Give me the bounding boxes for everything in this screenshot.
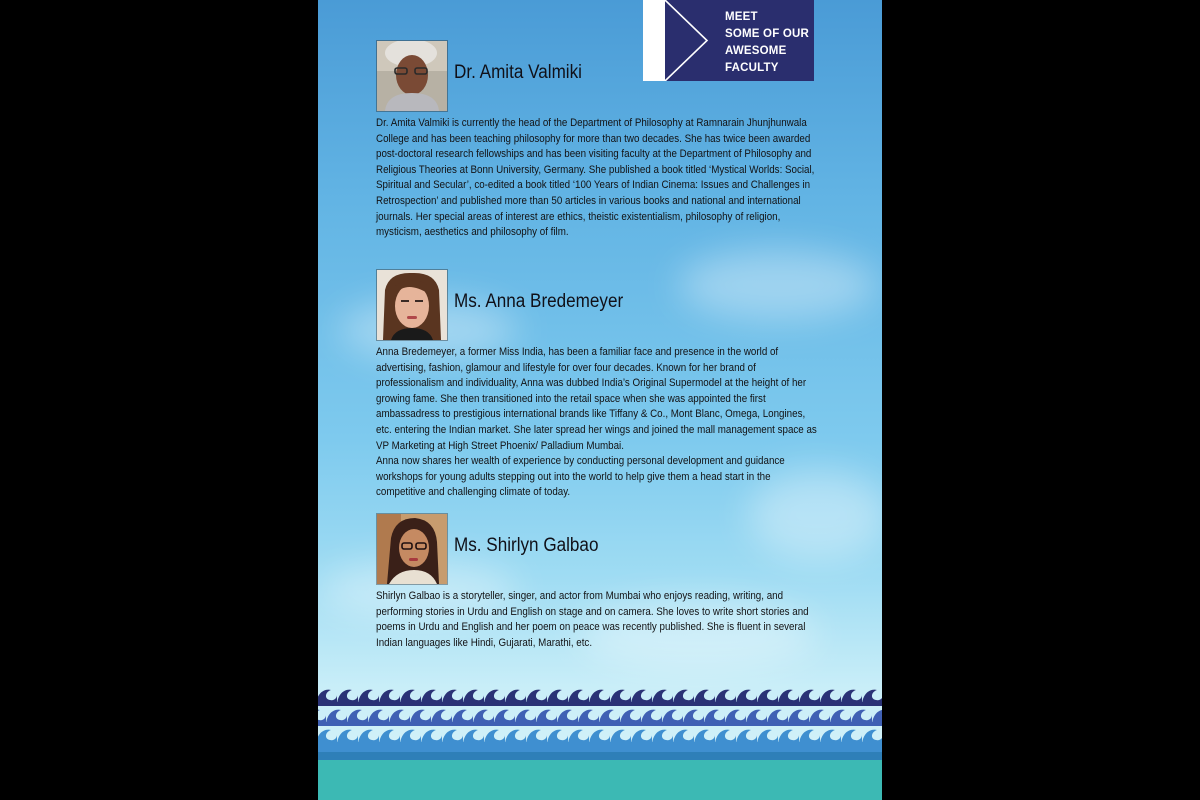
portrait-photo <box>376 513 448 585</box>
faculty-bio <box>376 116 821 241</box>
faculty-bio <box>376 345 821 501</box>
meet-faculty-banner <box>643 0 814 81</box>
portrait-photo <box>376 269 448 341</box>
faculty-name: Ms. Anna Bredemeyer <box>454 291 624 312</box>
portrait-photo <box>376 40 448 112</box>
faculty-name: Dr. Amita Valmiki <box>454 62 582 83</box>
bio-paragraph: Shirlyn Galbao is a storyteller, singer, and actor from Mumbai who enjoys reading, writing, and performing stories in Urdu and English on stage and on camera. She loves to write short stories and poems in Urdu and English and her poem on peace was recently published. She is fluent in several Indian languages like Hindi, Gujarati, Marathi, etc. <box>376 590 809 649</box>
bio-paragraph: Anna now shares her wealth of experience by conducting personal development and guidance workshops for young adults stepping out into the world to help give them a head start in the competitive and challenging climate of today. <box>376 455 785 499</box>
wave-decoration <box>318 686 882 800</box>
faculty-name: Ms. Shirlyn Galbao <box>454 535 599 556</box>
bio-paragraph: Dr. Amita Valmiki is currently the head of the Department of Philosophy at Ramnarain Jhunjhunwala College and has been teaching philosophy for more than two decades. She has twice been awarded post-doctoral research fellowships and has been visiting faculty at the Department of Philosophy and Religious Theories at Bonn University, Germany. She published a book titled ‘Mystical Worlds: Social, Spiritual and Secular’, co-edited a book titled ‘100 Years of Indian Cinema: Issues and Challenges in Retrospection’ and published more than 50 articles in various books and national and international journals. Her special areas of interest are ethics, theistic existentialism, philosophy of religion, mysticism, aesthetics and philosophy of film. <box>376 117 815 239</box>
banner-text: MEET SOME OF OUR AWESOME FACULTY <box>725 11 809 74</box>
faculty-page <box>318 0 882 800</box>
faculty-bio <box>376 589 821 651</box>
cloud-decoration <box>678 250 878 320</box>
bio-paragraph: Anna Bredemeyer, a former Miss India, has been a familiar face and presence in the world of advertising, fashion, glamour and lifestyle for over four decades. Known for her brand of professionalism and individuality, Anna was dubbed India’s Original Supermodel at the height of her growing fame. She then transitioned into the retail space when she was appointed the first ambassadress to prestigious international brands like Tiffany & Co., Mont Blanc, Omega, Longines, etc. entering the Indian market. She later spread her wings and joined the mall management space as VP Marketing at High Street Phoenix/ Palladium Mumbai. <box>376 346 817 452</box>
